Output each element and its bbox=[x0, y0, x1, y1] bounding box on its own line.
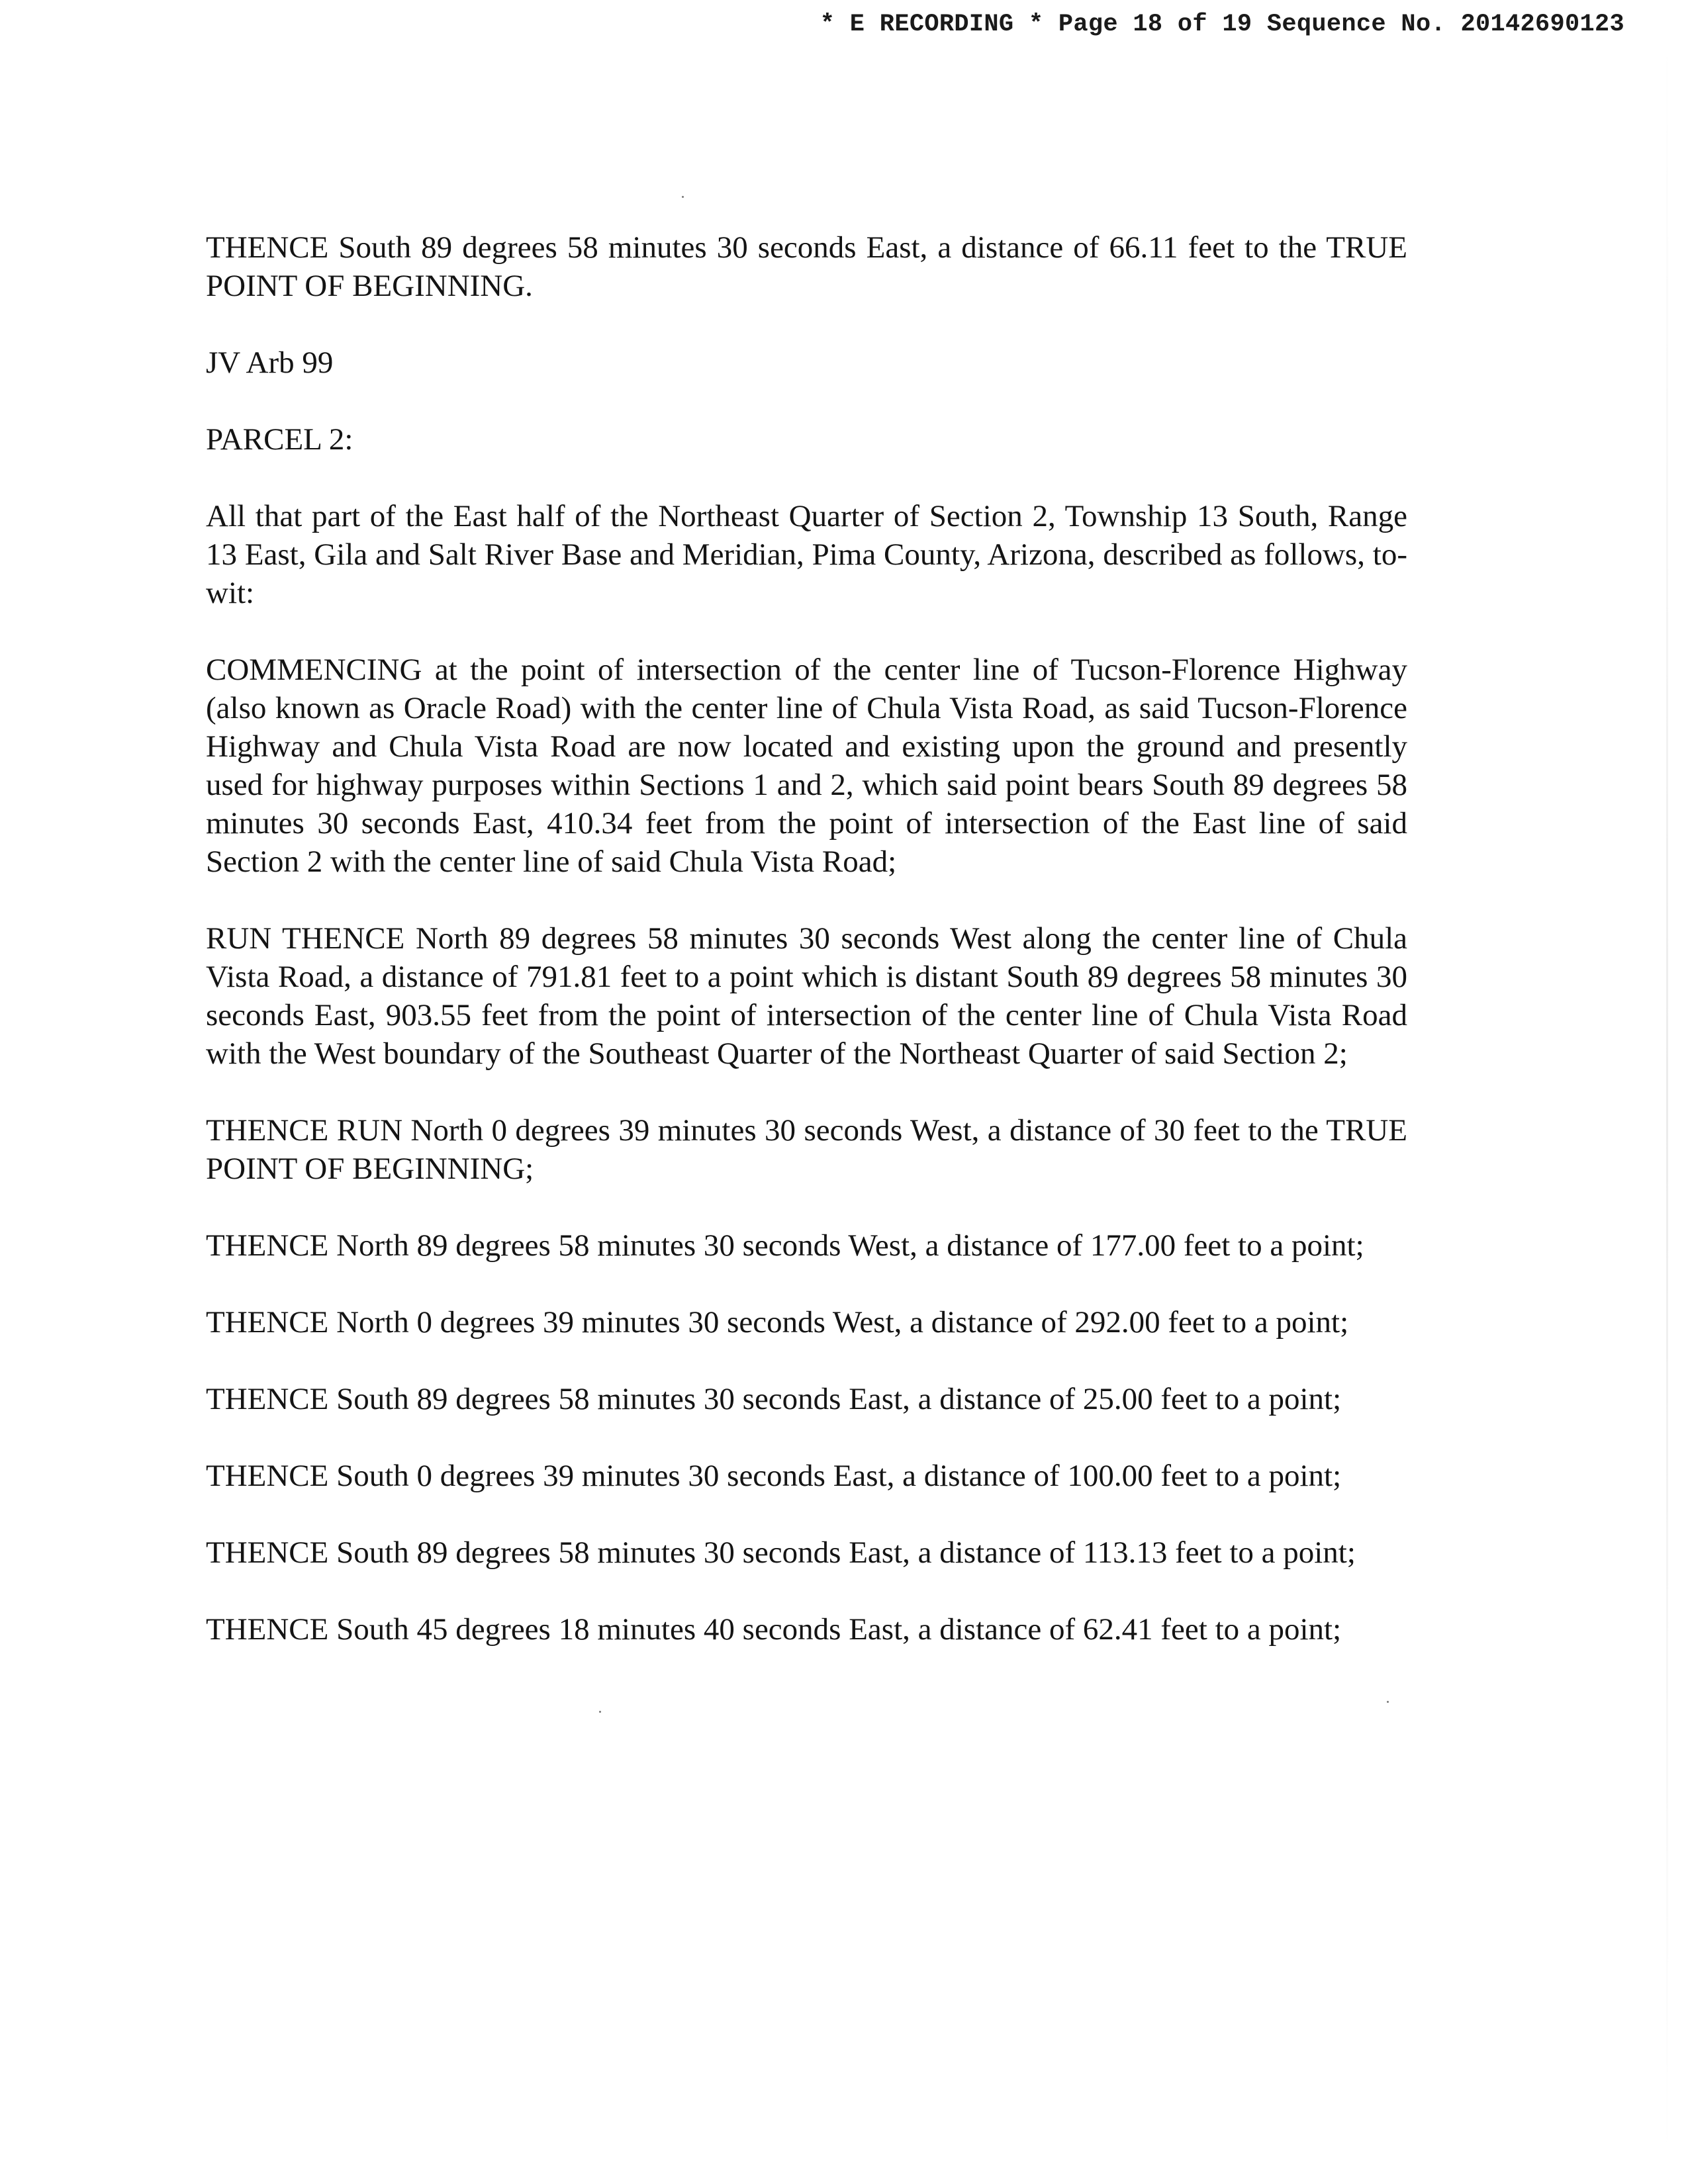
scan-speck bbox=[599, 1711, 601, 1713]
scan-speck bbox=[1387, 1701, 1389, 1703]
paragraph-parcel-description: All that part of the East half of the Northeast Quarter of Section 2, Township 13 South, Range 13 East, Gila and Salt River Base and Meridian, Pima County, Arizona, described as follows, to-wit: bbox=[206, 499, 1407, 610]
paragraph-true-point-parcel-1: THENCE South 89 degrees 58 minutes 30 seconds East, a distance of 66.11 feet to the TRUE POINT OF BEGINNING. bbox=[206, 230, 1407, 303]
paragraph-course-1: THENCE North 89 degrees 58 minutes 30 seconds West, a distance of 177.00 feet to a point; bbox=[206, 1228, 1364, 1263]
recording-header: * E RECORDING * Page 18 of 19 Sequence No. 20142690123 bbox=[820, 11, 1624, 38]
paragraph-course-6: THENCE South 45 degrees 18 minutes 40 seconds East, a distance of 62.41 feet to a point; bbox=[206, 1612, 1342, 1647]
paragraph-course-5: THENCE South 89 degrees 58 minutes 30 seconds East, a distance of 113.13 feet to a point; bbox=[206, 1535, 1356, 1570]
paragraph-parcel-heading: PARCEL 2: bbox=[206, 422, 353, 457]
paragraph-course-4: THENCE South 0 degrees 39 minutes 30 seconds East, a distance of 100.00 feet to a point; bbox=[206, 1459, 1342, 1493]
paragraph-commencing: COMMENCING at the point of intersection of the center line of Tucson-Florence Highway (also known as Oracle Road) with the center line of Chula Vista Road, as said Tucson-Florence Highway and Chula Vista Road are now located and existing upon the ground and presently used for highway purposes within Sections 1 and 2, which said point bears South 89 degrees 58 minutes 30 seconds East, 410.34 feet from the point of intersection of the East line of said Section 2 with the center line of said Chula Vista Road; bbox=[206, 653, 1407, 879]
legal-description-body bbox=[206, 228, 1407, 1687]
paragraph-run-thence: RUN THENCE North 89 degrees 58 minutes 30 seconds West along the center line of Chula Vista Road, a distance of 791.81 feet to a point which is distant South 89 degrees 58 minutes 30 seconds East, 903.55 feet from the point of intersection of the center line of Chula Vista Road with the West boundary of the Southeast Quarter of the Northeast Quarter of said Section 2; bbox=[206, 921, 1407, 1071]
scan-speck bbox=[682, 196, 684, 198]
paragraph-course-2: THENCE North 0 degrees 39 minutes 30 seconds West, a distance of 292.00 feet to a point; bbox=[206, 1305, 1349, 1340]
scan-edge-shadow bbox=[1666, 40, 1668, 2158]
paragraph-thence-run-north: THENCE RUN North 0 degrees 39 minutes 30 seconds West, a distance of 30 feet to the TRUE POINT OF BEGINNING; bbox=[206, 1113, 1407, 1186]
paragraph-course-3: THENCE South 89 degrees 58 minutes 30 seconds East, a distance of 25.00 feet to a point; bbox=[206, 1382, 1342, 1416]
paragraph-jv-arb: JV Arb 99 bbox=[206, 345, 334, 380]
